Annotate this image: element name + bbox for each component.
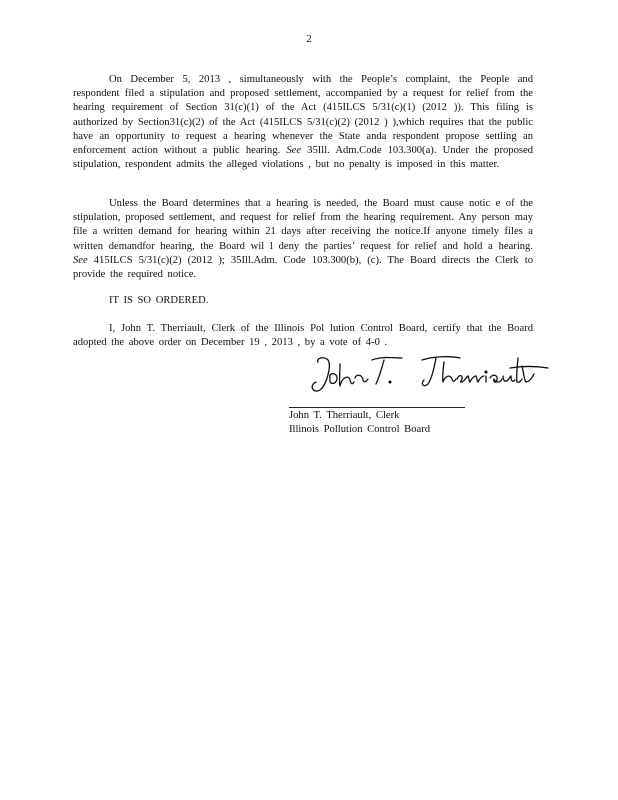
page-number: 2: [306, 34, 312, 45]
paragraph-stipulation: [73, 73, 533, 172]
citation-signal: See: [286, 145, 302, 157]
paragraph-text: 35Ill. Adm.Code 103.300(a). Under the proposed stipulation, respondent admits the alleged violations , but no penalty is imposed in this matter.: [73, 145, 534, 171]
signer-organization: Illinois Pollution Control Board: [289, 424, 431, 436]
paragraph-text: On December 5, 2013 , simultaneously with the People’s complaint, the People and respondent filed a stipulation and proposed settlement, accompanied by a request for relief from the hearing requirement of Section 31(c)(1) of the Act (415ILCS 5/31(c)(1) (2012 )). This filing is authorized by Section31(c)(2) of the Act (415ILCS 5/31(c)(2) (2012 ) ),which requires that the public have an opportunity to request a hearing whenever the State anda respondent propose settling an enforcement action without a public hearing.: [73, 74, 533, 157]
signer-name: John T. Therriault, Clerk: [289, 410, 400, 421]
paragraph-hearing: [73, 197, 533, 282]
signature-block: [289, 409, 509, 437]
handwritten-signature: [310, 352, 550, 402]
citation-signal: See: [73, 254, 88, 266]
clerk-certification: I, John T. Therriault, Clerk of the Illinois Pol lution Control Board, certify that the Board adopted the above order on December 19 , 2013 , by a vote of 4-0 .: [73, 323, 533, 349]
order-statement: IT IS SO ORDERED.: [109, 295, 209, 306]
signature-line: [289, 407, 465, 408]
paragraph-text: Unless the Board determines that a hearing is needed, the Board must cause notic e of the stipulation, proposed settlement, and request for relief from the hearing requirement. Any person may file a written demand for hearing within 21 days after receiving the notice.If anyone timely files a written demandfor hearing, the Board wil l deny the parties’ request for relief and hold a hearing.: [73, 198, 533, 252]
paragraph-text: 415ILCS 5/31(c)(2) (2012 ); 35Ill.Adm. Code 103.300(b), (c). The Board directs the Clerk to provide the required notice.: [73, 254, 533, 281]
